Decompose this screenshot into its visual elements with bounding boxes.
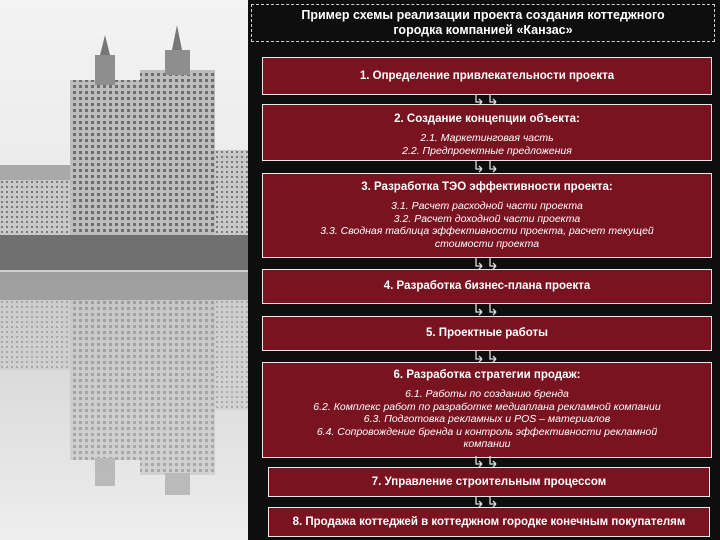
step-3-sub-2: 3.2. Расчет доходной части проекта: [393, 212, 581, 225]
step-1-title: 1. Определение привлекательности проекта: [359, 69, 615, 82]
double-down-arrow-icon: [472, 258, 502, 270]
step-6-sub-3: 6.3. Подготовка рекламных и POS – материалов: [363, 413, 611, 425]
step-box-8: [268, 507, 710, 537]
step-2-title: 2. Создание концепции объекта:: [394, 113, 580, 125]
step-box-6: [262, 362, 712, 458]
step-2-sub-2: 2.2. Предпроектные предложения: [402, 144, 572, 157]
double-down-arrow-icon: [472, 456, 502, 468]
double-down-arrow-icon: [472, 94, 502, 106]
step-8-title: 8. Продажа коттеджей в коттеджном городке конечным покупателям: [292, 515, 686, 528]
step-box-7: [268, 467, 710, 497]
diagram-title: Пример схемы реализации проекта создания коттеджного городка компанией «Канзас»: [251, 4, 715, 42]
step-2-sub-1: 2.1. Маркетинговая часть: [420, 132, 554, 144]
step-box-2: [262, 104, 712, 161]
step-box-5: [262, 316, 712, 351]
step-box-3: [262, 173, 712, 258]
step-3-sub-1: 3.1. Расчет расходной части проекта: [391, 200, 583, 212]
step-6-title: 6. Разработка стратегии продаж:: [393, 369, 581, 381]
step-3-title: 3. Разработка ТЭО эффективности проекта:: [361, 181, 613, 193]
double-down-arrow-icon: [472, 304, 502, 316]
step-5-title: 5. Проектные работы: [426, 327, 548, 339]
step-6-sub-1: 6.1. Работы по созданию бренда: [405, 388, 569, 400]
double-down-arrow-icon: [472, 496, 502, 508]
step-box-1: [262, 57, 712, 95]
skyline-photo: [0, 0, 248, 540]
step-3-sub-3: 3.3. Сводная таблица эффективности проекта, расчет текущей стоимости проекта: [320, 225, 654, 250]
double-down-arrow-icon: [472, 161, 502, 173]
step-4-title: 4. Разработка бизнес-плана проекта: [383, 280, 591, 292]
step-6-sub-2: 6.2. Комплекс работ по разработке медиаплана рекламной компании: [313, 400, 661, 413]
step-7-title: 7. Управление строительным процессом: [371, 475, 607, 488]
double-down-arrow-icon: [472, 351, 502, 363]
step-box-4: [262, 269, 712, 304]
step-6-sub-4: 6.4. Сопровождение бренда и контроль эффективности рекламной компании: [316, 425, 658, 450]
